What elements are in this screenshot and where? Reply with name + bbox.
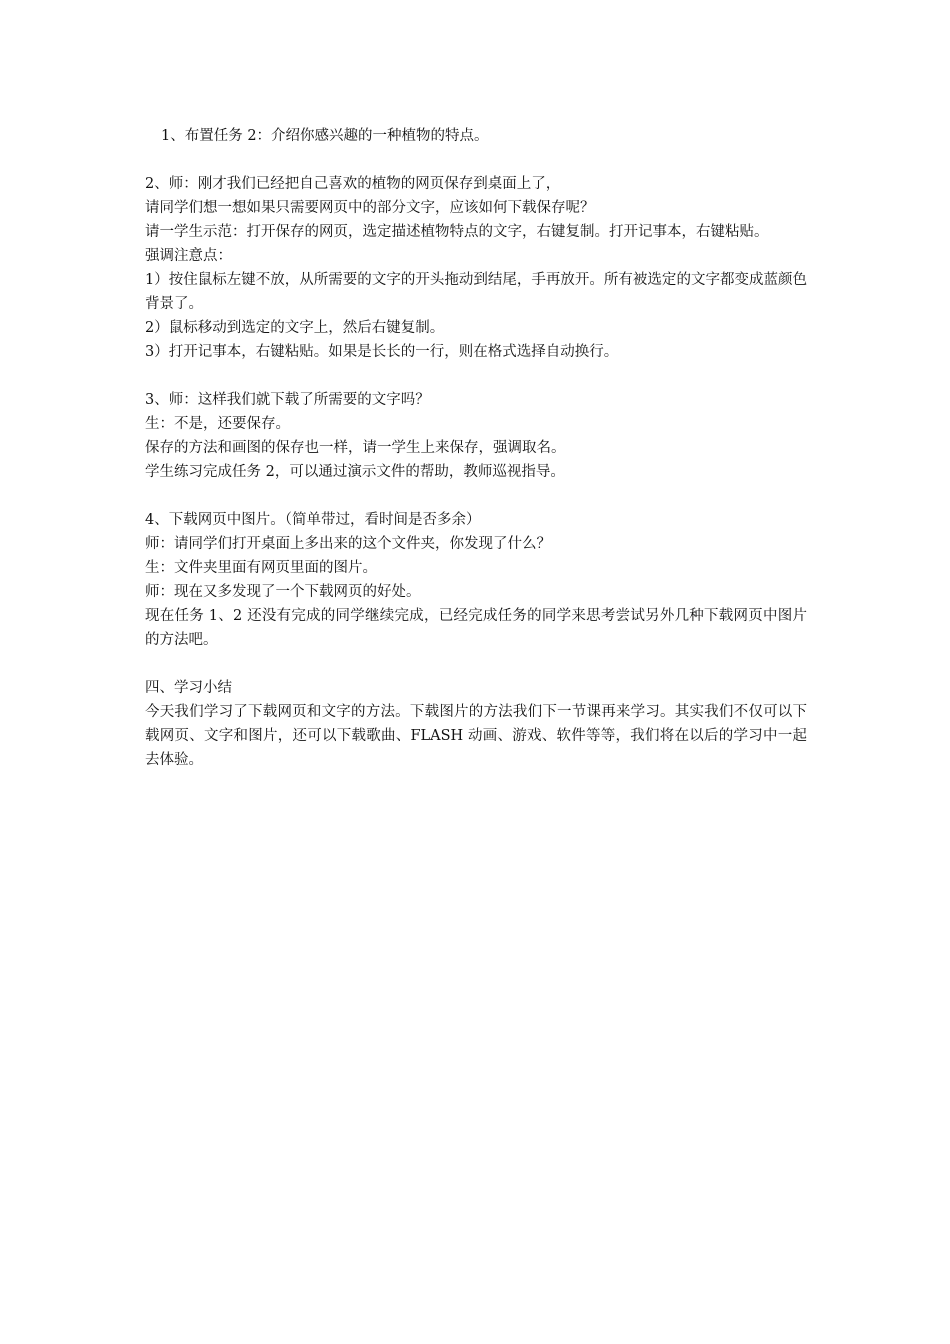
teacher-question-line: 3、师：这样我们就下载了所需要的文字吗？ bbox=[145, 392, 430, 408]
teacher-benefit-line: 师：现在又多发现了一个下载网页的好处。 bbox=[145, 584, 421, 600]
teacher-line: 2、师：刚才我们已经把自己喜欢的植物的网页保存到桌面上了， bbox=[145, 176, 561, 192]
document-body bbox=[145, 124, 807, 772]
note-item-3: 3）打开记事本，右键粘贴。如果是长长的一行，则在格式选择自动换行。 bbox=[145, 344, 619, 360]
note-item-2: 2）鼠标移动到选定的文字上，然后右键复制。 bbox=[145, 320, 445, 336]
teacher-folder-line: 师：请同学们打开桌面上多出来的这个文件夹，你发现了什么？ bbox=[145, 536, 551, 552]
paragraph-spacer bbox=[145, 484, 807, 508]
practice-line: 学生练习完成任务 2，可以通过演示文件的帮助，教师巡视指导。 bbox=[145, 464, 565, 480]
notes-title: 强调注意点： bbox=[145, 248, 232, 264]
continue-paragraph: 现在任务 1、2 还没有完成的同学继续完成，已经完成任务的同学来思考尝试另外几种下载网页中图片的方法吧。 bbox=[145, 608, 807, 648]
note-item-1: 1）按住鼠标左键不放，从所需要的文字的开头拖动到结尾，手再放开。所有被选定的文字都变成蓝颜色背景了。 bbox=[145, 272, 807, 312]
summary-paragraph: 今天我们学习了下载网页和文字的方法。下载图片的方法我们下一节课再来学习。其实我们不仅可以下载网页、文字和图片，还可以下载歌曲、FLASH 动画、游戏、软件等等，我们将在以后的学习中一起去体验。 bbox=[145, 704, 807, 768]
save-method-line: 保存的方法和画图的保存也一样，请一学生上来保存，强调取名。 bbox=[145, 440, 566, 456]
paragraph-spacer bbox=[145, 652, 807, 676]
student-folder-line: 生：文件夹里面有网页里面的图片。 bbox=[145, 560, 377, 576]
task-assignment-line: 1、布置任务 2：介绍你感兴趣的一种植物的特点。 bbox=[161, 128, 489, 144]
paragraph-spacer bbox=[145, 148, 807, 172]
summary-heading: 四、学习小结 bbox=[145, 680, 232, 696]
student-answer-line: 生：不是，还要保存。 bbox=[145, 416, 290, 432]
demo-paragraph: 请一学生示范：打开保存的网页，选定描述植物特点的文字，右键复制。打开记事本，右键粘贴。 bbox=[145, 224, 769, 240]
question-line: 请同学们想一想如果只需要网页中的部分文字，应该如何下载保存呢？ bbox=[145, 200, 595, 216]
paragraph-spacer bbox=[145, 364, 807, 388]
download-images-heading: 4、下载网页中图片。（简单带过，看时间是否多余） bbox=[145, 512, 481, 528]
